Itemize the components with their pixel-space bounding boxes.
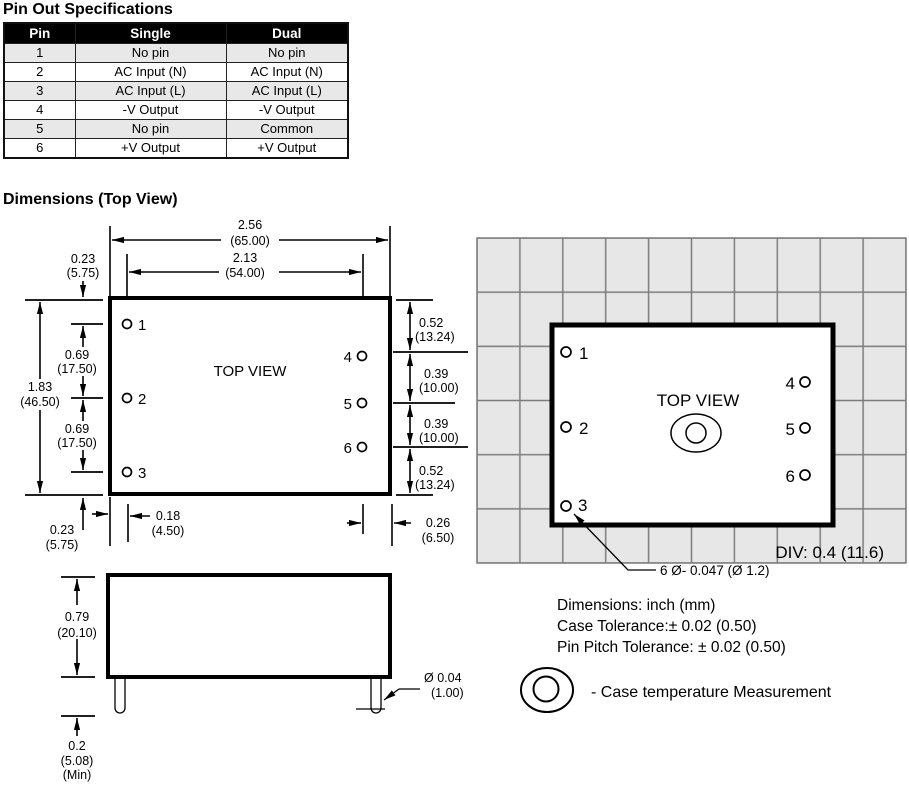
hole-callout-label: 6 Ø- 0.047 (Ø 1.2) bbox=[660, 563, 770, 578]
dim-pin-diameter bbox=[384, 671, 464, 700]
pin-4-label: 4 bbox=[343, 349, 352, 366]
dim-label-mm: (5.08) bbox=[60, 754, 94, 768]
pin-5-label: 5 bbox=[785, 420, 795, 439]
dim-label: 0.23 bbox=[49, 523, 75, 537]
dim-overall-width bbox=[112, 218, 388, 248]
case-temperature-legend bbox=[521, 668, 832, 712]
dim-label: 0.39 bbox=[424, 417, 449, 431]
dim-label-min: (Min) bbox=[62, 768, 92, 782]
dimensions-title: Dimensions (Top View) bbox=[3, 191, 178, 208]
pin-5-circle bbox=[800, 423, 810, 433]
pin-6-circle bbox=[800, 470, 810, 480]
notes-block bbox=[557, 597, 786, 656]
dual-value: No pin bbox=[226, 44, 348, 63]
grid-division-label: DIV: 0.4 (11.6) bbox=[775, 543, 884, 562]
pin-3-label: 3 bbox=[138, 465, 147, 482]
dim-label-mm: (10.00) bbox=[419, 381, 459, 395]
single-value: AC Input (N) bbox=[75, 63, 226, 82]
dual-value: AC Input (N) bbox=[226, 63, 348, 82]
pin-number: 2 bbox=[4, 63, 75, 82]
col-header-dual: Dual bbox=[226, 23, 348, 44]
dim-label-mm: (5.75) bbox=[66, 266, 100, 280]
dim-label-mm: (10.00) bbox=[419, 431, 459, 445]
single-value: AC Input (L) bbox=[75, 82, 226, 101]
pin-number: 5 bbox=[4, 120, 75, 139]
dim-overall-height bbox=[17, 302, 63, 493]
dim-label: 1.83 bbox=[27, 380, 53, 394]
pin-2-label: 2 bbox=[138, 391, 147, 408]
dual-value: +V Output bbox=[226, 139, 348, 159]
dim-right-a bbox=[410, 302, 455, 350]
pin-1-label: 1 bbox=[138, 317, 147, 334]
dual-value: Common bbox=[226, 120, 348, 139]
pin-number: 1 bbox=[4, 44, 75, 63]
right-pin-leg bbox=[371, 677, 381, 713]
case-temperature-symbol bbox=[521, 668, 573, 712]
pin-3-circle bbox=[123, 468, 132, 477]
pin-2-circle bbox=[123, 394, 132, 403]
col-header-single: Single bbox=[75, 23, 226, 44]
dim-label: 0.2 bbox=[68, 739, 86, 753]
top-view-label: TOP VIEW bbox=[656, 391, 740, 410]
pin-4-label: 4 bbox=[785, 374, 795, 393]
module-side-outline bbox=[108, 575, 390, 677]
dim-pin-offset-bottom bbox=[46, 497, 128, 552]
dim-pin-offset-top bbox=[67, 252, 100, 297]
dim-label: 0.79 bbox=[64, 610, 90, 624]
dim-label: 0.26 bbox=[425, 516, 451, 530]
dim-body-height bbox=[54, 577, 100, 677]
dim-label-mm: (4.50) bbox=[151, 524, 185, 538]
pin-1-circle bbox=[561, 347, 571, 357]
dim-label: 2.56 bbox=[237, 218, 263, 232]
dim-label-mm: (20.10) bbox=[57, 626, 97, 640]
dual-value: -V Output bbox=[226, 101, 348, 120]
dim-pin-length bbox=[61, 716, 95, 782]
pin-pitch-tolerance-note: Pin Pitch Tolerance: ± 0.02 (0.50) bbox=[557, 639, 786, 656]
single-value: +V Output bbox=[75, 139, 226, 159]
dim-pin-pitch-b bbox=[57, 400, 97, 470]
dim-label-mm: (17.50) bbox=[57, 436, 97, 450]
pin-number: 3 bbox=[4, 82, 75, 101]
top-view-drawing bbox=[17, 218, 468, 552]
dim-label: 2.13 bbox=[232, 251, 258, 265]
pinout-title: Pin Out Specifications bbox=[3, 1, 173, 18]
pin-5-label: 5 bbox=[343, 396, 352, 413]
pin-4-circle bbox=[800, 377, 810, 387]
single-value: -V Output bbox=[75, 101, 226, 120]
dim-label-mm: (65.00) bbox=[230, 234, 270, 248]
dim-right-c bbox=[410, 405, 459, 445]
pin-6-label: 6 bbox=[343, 440, 352, 457]
dim-label: 0.52 bbox=[419, 316, 444, 330]
pin-3-circle bbox=[561, 501, 571, 511]
pin-number: 6 bbox=[4, 139, 75, 159]
side-view-drawing bbox=[54, 575, 464, 782]
dim-label: 0.69 bbox=[64, 422, 90, 436]
grid-view-drawing bbox=[477, 238, 906, 578]
case-tolerance-note: Case Tolerance:± 0.02 (0.50) bbox=[557, 618, 757, 635]
pin-2-label: 2 bbox=[579, 419, 589, 438]
single-value: No pin bbox=[75, 120, 226, 139]
pin-4-circle bbox=[358, 352, 367, 361]
units-note: Dimensions: inch (mm) bbox=[557, 597, 716, 614]
top-view-label: TOP VIEW bbox=[213, 363, 287, 380]
dim-label: 0.39 bbox=[424, 367, 449, 381]
dim-pin-span-width bbox=[129, 251, 361, 280]
dim-pin-inset-right bbox=[347, 504, 454, 546]
pin-1-label: 1 bbox=[579, 344, 589, 363]
dim-label-mm: (13.24) bbox=[415, 478, 455, 492]
col-header-pin: Pin bbox=[4, 23, 75, 44]
pin-6-label: 6 bbox=[785, 467, 795, 486]
dual-value: AC Input (L) bbox=[226, 82, 348, 101]
dim-label-mm: (46.50) bbox=[20, 395, 60, 409]
dim-right-b bbox=[410, 354, 459, 401]
dim-right-d bbox=[410, 449, 455, 493]
dim-pin-inset-left bbox=[130, 509, 184, 538]
dim-label: 0.69 bbox=[64, 348, 90, 362]
dim-label-mm: (5.75) bbox=[45, 538, 79, 552]
left-pin-leg bbox=[115, 677, 125, 713]
case-temperature-label: - Case temperature Measurement bbox=[591, 684, 832, 701]
pin-5-circle bbox=[358, 399, 367, 408]
pin-3-label: 3 bbox=[578, 496, 588, 515]
pin-number: 4 bbox=[4, 101, 75, 120]
pin-6-circle bbox=[358, 443, 367, 452]
pin-1-circle bbox=[123, 320, 132, 329]
pin-2-circle bbox=[561, 422, 571, 432]
dim-label-mm: (17.50) bbox=[57, 362, 97, 376]
dim-label: 0.52 bbox=[419, 464, 444, 478]
dim-label-mm: (13.24) bbox=[415, 330, 455, 344]
dim-label-mm: (6.50) bbox=[421, 531, 455, 545]
dim-label: Ø 0.04 bbox=[424, 671, 462, 685]
dim-label: 0.18 bbox=[155, 509, 181, 523]
single-value: No pin bbox=[75, 44, 226, 63]
dim-label: 0.23 bbox=[70, 252, 96, 266]
dim-label-mm: (54.00) bbox=[225, 266, 265, 280]
dim-label-mm: (1.00) bbox=[431, 686, 464, 700]
dim-pin-pitch-a bbox=[57, 326, 97, 396]
